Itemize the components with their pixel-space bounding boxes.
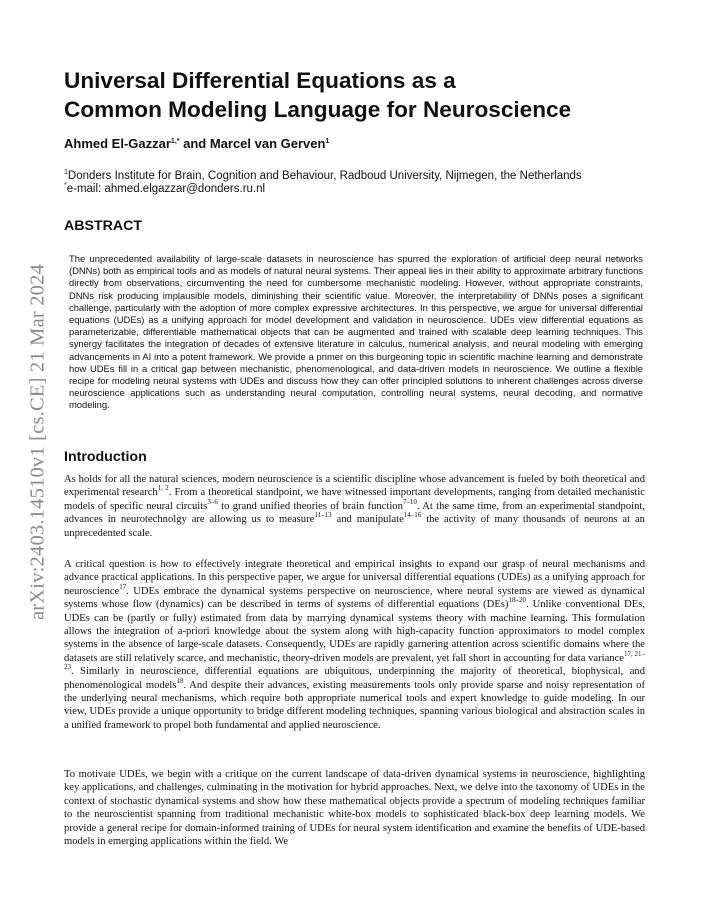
paragraph-text: As holds for all the natural sciences, modern neuroscience is a scientific discipline whose advancement is fueled by both theoretical and experimental research — [64, 474, 645, 499]
author-affiliation-mark: 1,* — [170, 138, 180, 145]
email-text: e-mail: ahmed.elgazzar@donders.ru.nl — [66, 183, 266, 195]
paragraph-text: . Similarly in neuroscience, differential equations are ubiquitous, underpinning the majority of theoretical, biophysical, and phenomenological models — [64, 666, 645, 691]
email-mark: * — [64, 182, 67, 189]
corresponding-email — [64, 183, 265, 195]
affiliation — [64, 170, 582, 182]
paper-title — [64, 66, 664, 124]
citation: 17, 21–23 — [64, 649, 645, 672]
abstract-heading: ABSTRACT — [64, 218, 143, 234]
title-line-1: Universal Differential Equations as a — [64, 68, 456, 93]
citation: 1, 2 — [157, 484, 169, 493]
citation: 18 — [176, 676, 184, 685]
author-name: Ahmed El-Gazzar — [64, 136, 171, 151]
paragraph-text: . And despite their advances, existing measurements tools only provide sparse and noisy representation of the underlying neural mechanisms, which require both appropriate numerical tools and expert knowledge to guide modeling. In our view, UDEs provide a unique opportunity to bridge different modeling techniques, spanning various biological and abstraction scales in a unified framework to propel both fundamental and applied neuroscience. — [64, 679, 645, 731]
affiliation-mark: 1 — [64, 169, 68, 176]
citation: 3–6 — [207, 497, 218, 506]
paragraph-text: . At the same time, from an experimental standpoint, advances in neurotechnolgy are allowing us to measure — [64, 500, 645, 526]
citation: 18–20 — [508, 596, 526, 605]
affiliation-text: Donders Institute for Brain, Cognition and Behaviour, Radboud University, Nijmegen, the Netherlands — [67, 170, 582, 182]
author-separator: and — [179, 136, 210, 151]
paragraph-text: and manipulate — [331, 514, 404, 526]
body-paragraph: To motivate UDEs, we begin with a critique on the current landscape of data-driven dynamical systems in neuroscience, highlighting key applications, and challenges, culminating in the motivation for hybrid approaches. Next, we delve into the taxonomy of UDEs in the context of stochastic dynamical systems and show how these mathematical objects provide a spectrum of modeling techniques familiar to the neuroscientist spanning from traditional mechanistic white-box models to sophisticated black-box deep learning models. We provide a general recipe for domain-informed training of UDEs for neural system identification and examine the benefits of UDE-based models in emerging applications within the field. We — [64, 769, 645, 848]
body-paragraph — [64, 473, 645, 540]
citation: 14–16 — [403, 511, 422, 520]
citation: 7–10 — [402, 497, 417, 506]
paragraph-text: the activity of many thousands of neurons at an unprecedented scale. — [64, 514, 645, 539]
citation: 17 — [119, 582, 127, 591]
abstract-text: The unprecedented availability of large-scale datasets in neuroscience has spurred the exploration of artificial deep neural networks (DNNs) both as empirical tools and as models of natural neural systems. Their appeal lies in their ability to approximate arbitrary functions directly from observations, circumventing the need for cumbersome mechanistic modeling. However, without appropriate constraints, DNNs risk producing implausible models, diminishing their scientific value. Moreover, the interpretability of DNNs poses a significant challenge, particularly with the adoption of more complex expressive architectures. In this perspective, we argue for universal differential equations (UDEs) as a unifying approach for model development and validation in neuroscience. UDEs view differential equations as parameterizable, differentiable mathematical objects that can be augmented and trained with scalable deep learning techniques. This synergy facilitates the integration of decades of extensive literature in calculus, numerical analysis, and neural modeling with emerging advancements in AI into a potent framework. We provide a primer on this burgeoning topic in scientific machine learning and demonstrate how UDEs fill in a critical gap between mechanistic, phenomenological, and data-driven models in neuroscience. We outline a flexible recipe for modeling neural systems with UDEs and discuss how they can offer principled solutions to inherent challenges across diverse neuroscience applications such as understanding neural computation, controlling neural systems, neural decoding, and normative modeling. — [69, 253, 643, 411]
paragraph-text: . Unlike conventional DEs, UDEs can be (partly or fully) estimated from data by marrying dynamical systems theory with machine learning. This formulation allows the integration of a-priori knowledge about the system along with high-capacity function approximators to model complex systems in the absence of large-scale datasets. Consequently, UDEs are rapidly garnering attention across scientific domains where the datasets are still relatively scarce, and mechanistic, theory-driven models are prevalent, yet fall short in accounting for data variance — [64, 599, 645, 664]
paragraph-text: to grand unified theories of brain function — [217, 500, 403, 512]
title-line-2: Common Modeling Language for Neuroscience — [64, 97, 572, 122]
section-heading-introduction: Introduction — [64, 449, 147, 465]
author-affiliation-mark: 1 — [325, 138, 330, 145]
author-name: Marcel van Gerven — [209, 136, 326, 151]
paragraph-text: . From a theoretical standpoint, we have witnessed important developments, ranging from detailed mechanistic models of specific neural circuits — [64, 487, 646, 512]
arxiv-identifier-stamp: arXiv:2403.14510v1 [cs.CE] 21 Mar 2024 — [26, 263, 49, 621]
author-list — [64, 136, 329, 151]
paragraph-text: . UDEs embrace the dynamical systems perspective on neuroscience, where neural systems are viewed as dynamical systems whose flow (dynamics) can be described in terms of systems of differential equations (DEs) — [64, 585, 645, 611]
paragraph-text: A critical question is how to effectively integrate theoretical and empirical insights to expand our grasp of neural mechanisms and advance practical applications. In this perspective paper, we argue for universal differential equations (UDEs) as a unifying approach for neuroscience — [64, 559, 645, 597]
body-paragraph — [64, 558, 645, 732]
citation: 11–13 — [314, 511, 332, 520]
